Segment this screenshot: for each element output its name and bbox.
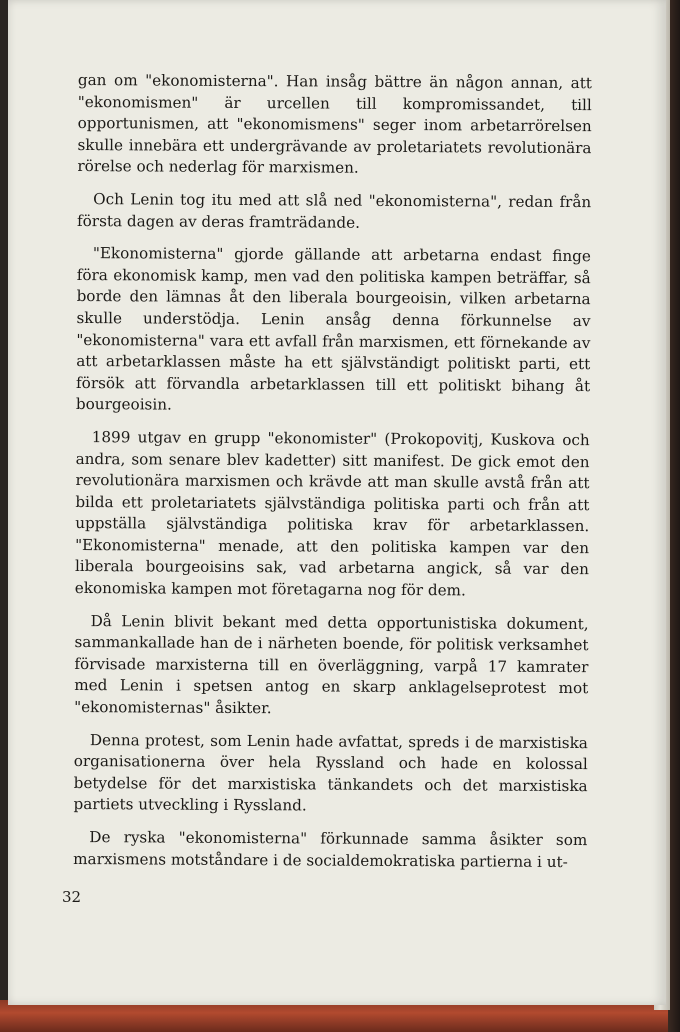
page-body-text bbox=[73, 70, 592, 884]
paragraph-2: Och Lenin tog itu med att slå ned "ekonomisterna", redan från första dagen av deras framträdande. bbox=[77, 190, 592, 232]
paragraph-4: 1899 utgav en grupp "ekonomister" (Prokopovitj, Kuskova och andra, som senare blev kadetter) sitt manifest. De gick emot den revolutionära marxismen och krävde att man skulle avstå från att bilda ett proletariatets självständiga politiska parti och från att uppställa självständiga politiska krav för arbetarklassen. "Ekonomisterna" menade, att den politiska kampen var den liberala bourgeoisins sak, vad arbetarna angick, så var den ekonomiska kampen mot företagarna nog för dem. bbox=[74, 427, 590, 600]
paragraph-5: Då Lenin blivit bekant med detta opportunistiska dokument, sammankallade han de i närheten boende, för politisk verksamhet förvisade marxisterna till en överläggning, varpå 17 kamrater med Lenin i spetsen antog en skarp anklagelseprotest mot "ekonomisternas" åsikter. bbox=[74, 611, 589, 718]
paragraph-6: Denna protest, som Lenin hade avfattat, spreds i de marxistiska organisationerna över hela Ryssland och hade en kolossal betydelse för det marxistiska tänkandets och det marxistiska partiets utveckling i Ryssland. bbox=[73, 730, 588, 815]
paragraph-1: gan om "ekonomisterna". Han insåg bättre än någon annan, att "ekonomismen" är urcellen till kompromissandet, till opportunismen, att "ekonomismens" seger inom arbetarrörelsen skulle innebära ett undergrävande av proletariatets revolutionära rörelse och nederlag för marxismen. bbox=[77, 70, 592, 178]
page-number: 32 bbox=[62, 888, 82, 906]
paragraph-3: "Ekonomisterna" gjorde gällande att arbetarna endast finge föra ekonomisk kamp, men vad den politiska kampen beträffar, så borde den lämnas åt den liberala bourgeoisin, vilken arbetarna skulle understödja. Lenin ansåg denna förkunnelse av "ekonomisterna" vara ett avfall från marxismen, ett förnekande av att arbetarklassen måste ha ett självständigt politiskt parti, ett försök att förvandla arbetarklassen till ett politiskt bihang åt bourgeoisin. bbox=[75, 244, 591, 414]
paragraph-7: De ryska "ekonomisterna" förkunnade samma åsikter som marxismens motståndare i de socialdemokratiska partierna i ut- bbox=[73, 828, 588, 871]
